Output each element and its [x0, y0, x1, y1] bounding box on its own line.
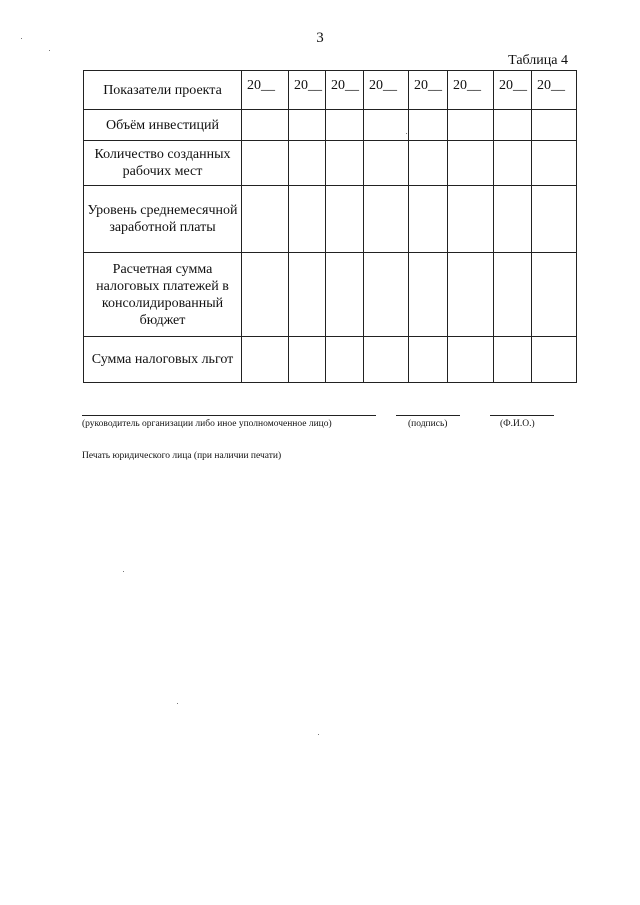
value-cell [532, 253, 577, 337]
value-cell [242, 186, 289, 253]
value-cell [289, 253, 326, 337]
value-cell [409, 141, 448, 186]
table-caption: Таблица 4 [508, 53, 568, 68]
value-cell [532, 337, 577, 383]
value-cell [532, 186, 577, 253]
year-header-cell: 20__ [242, 71, 289, 110]
name-caption: (Ф.И.О.) [500, 419, 535, 429]
value-cell [448, 186, 494, 253]
value-cell [326, 186, 364, 253]
scan-speck [318, 734, 319, 735]
value-cell [364, 110, 409, 141]
page-number: 3 [316, 30, 324, 46]
official-caption: (руководитель организации либо иное уполномоченное лицо) [82, 419, 332, 429]
table-row [84, 141, 577, 186]
value-cell [448, 337, 494, 383]
value-cell [494, 141, 532, 186]
value-cell [326, 337, 364, 383]
value-cell [494, 337, 532, 383]
scan-speck [49, 50, 50, 51]
value-cell [326, 141, 364, 186]
scan-speck [406, 133, 407, 134]
value-cell [242, 141, 289, 186]
value-cell [242, 110, 289, 141]
value-cell [326, 253, 364, 337]
table-row [84, 337, 577, 383]
indicators-table [83, 70, 577, 383]
year-header-cell: 20__ [326, 71, 364, 110]
header-label-cell: Показатели проекта [84, 71, 242, 110]
row-label-jobs: Количество созданных рабочих мест [84, 141, 242, 186]
value-cell [532, 110, 577, 141]
value-cell [448, 110, 494, 141]
value-cell [242, 253, 289, 337]
value-cell [409, 186, 448, 253]
row-label-tax-payments: Расчетная сумма налоговых платежей в консолидированный бюджет [84, 253, 242, 337]
value-cell [326, 110, 364, 141]
scan-speck [21, 38, 22, 39]
value-cell [364, 253, 409, 337]
table-header-row [84, 71, 577, 110]
year-header-cell: 20__ [532, 71, 577, 110]
value-cell [364, 337, 409, 383]
value-cell [494, 186, 532, 253]
value-cell [409, 253, 448, 337]
year-header-cell: 20__ [494, 71, 532, 110]
value-cell [289, 337, 326, 383]
year-header-cell: 20__ [448, 71, 494, 110]
value-cell [494, 253, 532, 337]
year-header-cell: 20__ [289, 71, 326, 110]
year-header-cell: 20__ [409, 71, 448, 110]
value-cell [448, 253, 494, 337]
table-row [84, 110, 577, 141]
table-row [84, 186, 577, 253]
signature-line [396, 415, 460, 416]
scan-speck [177, 703, 178, 704]
value-cell [532, 141, 577, 186]
value-cell [289, 186, 326, 253]
value-cell [289, 141, 326, 186]
value-cell [364, 186, 409, 253]
value-cell [409, 110, 448, 141]
name-line [490, 415, 554, 416]
row-label-salary: Уровень среднемесячной заработной платы [84, 186, 242, 253]
scan-speck [123, 571, 124, 572]
value-cell [364, 141, 409, 186]
year-header-cell: 20__ [364, 71, 409, 110]
value-cell [494, 110, 532, 141]
value-cell [409, 337, 448, 383]
value-cell [448, 141, 494, 186]
signature-caption: (подпись) [408, 419, 448, 429]
row-label-tax-benefits: Сумма налоговых льгот [84, 337, 242, 383]
table-row [84, 253, 577, 337]
stamp-note: Печать юридического лица (при наличии печати) [82, 451, 282, 461]
value-cell [289, 110, 326, 141]
value-cell [242, 337, 289, 383]
row-label-investment: Объём инвестиций [84, 110, 242, 141]
official-signature-line [82, 415, 376, 416]
